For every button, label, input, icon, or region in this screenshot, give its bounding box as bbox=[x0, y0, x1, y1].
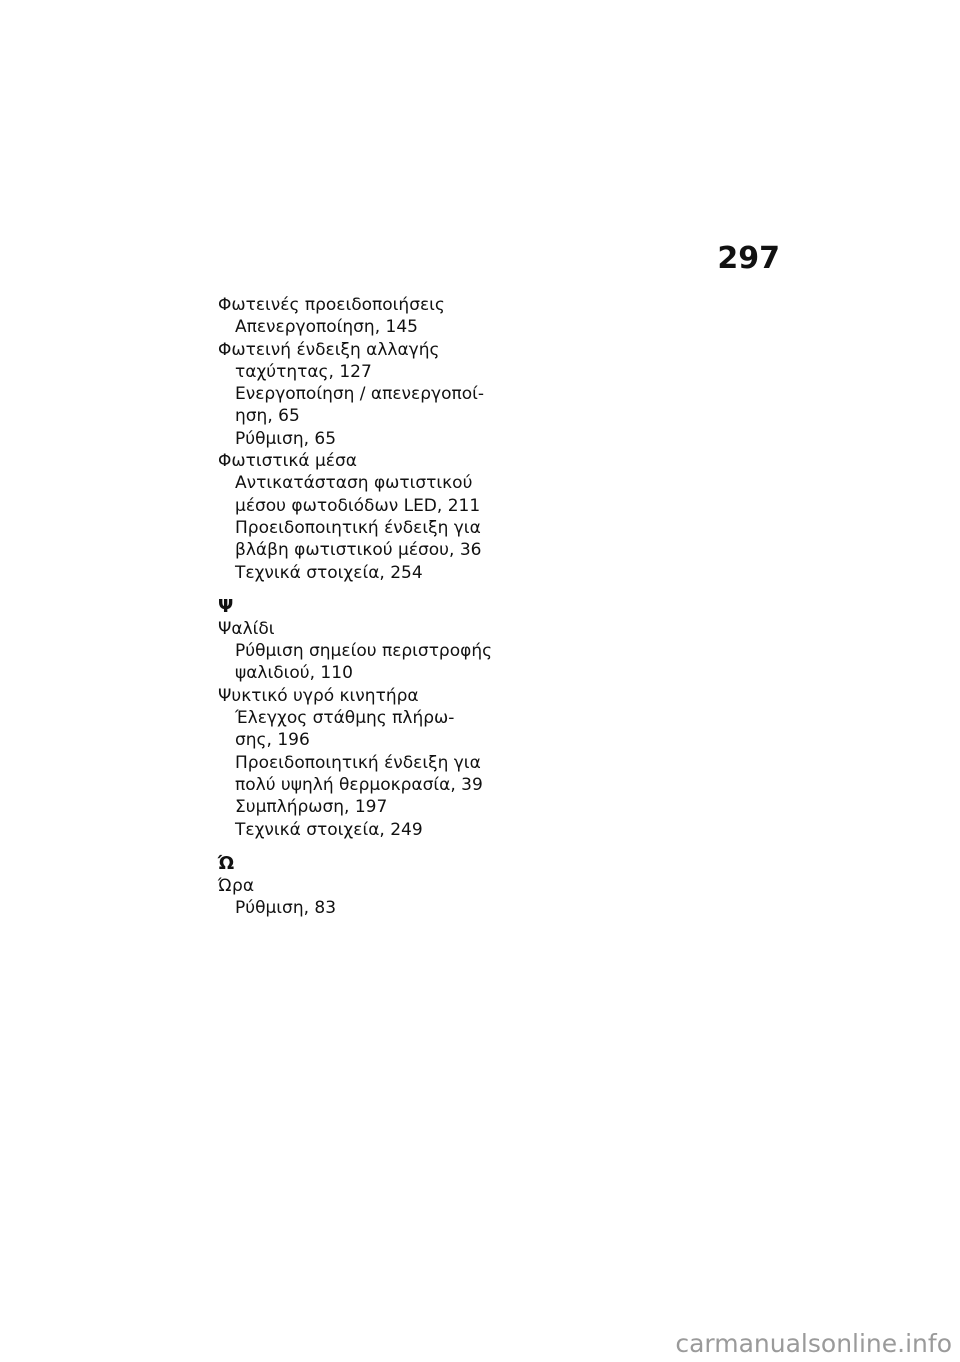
index-subentry: μέσου φωτοδιόδων LED, 211 bbox=[235, 495, 481, 516]
index-entry bbox=[218, 450, 518, 584]
index-subentry: Ρύθμιση σημείου περιστροφής bbox=[235, 641, 493, 662]
index-subentry: Τεχνικά στοιχεία, 249 bbox=[235, 819, 423, 840]
index-entry bbox=[218, 339, 518, 450]
index-term: Φωτιστικά μέσα bbox=[218, 451, 357, 472]
index-subentry: Προειδοποιητική ένδειξη για bbox=[235, 752, 481, 773]
index-term: Φωτεινή ένδειξη αλλαγής bbox=[218, 339, 440, 360]
page-number: 297 bbox=[717, 241, 780, 276]
index-entry bbox=[218, 294, 518, 339]
index-subentry: σης, 196 bbox=[235, 730, 310, 751]
index-subentry: Προειδοποιητική ένδειξη για bbox=[235, 517, 481, 538]
index-entry bbox=[218, 685, 518, 841]
index-entry bbox=[218, 618, 518, 685]
index-column bbox=[218, 294, 518, 919]
section-letter-omega: Ώ bbox=[218, 852, 235, 874]
section-letter-psi: Ψ bbox=[218, 595, 234, 617]
index-subentry: Συμπλήρωση, 197 bbox=[235, 797, 388, 818]
index-term: Ψυκτικό υγρό κινητήρα bbox=[218, 685, 419, 706]
index-subentry: Αντικατάσταση φωτιστικού bbox=[235, 473, 473, 494]
watermark: carmanualsonline.info bbox=[675, 1329, 952, 1358]
index-subentry: Απενεργοποίηση, 145 bbox=[235, 317, 418, 338]
index-term: Φωτεινές προειδοποιήσεις bbox=[218, 295, 445, 315]
index-subentry: Έλεγχος στάθμης πλήρω- bbox=[235, 708, 455, 729]
index-subentry: Τεχνικά στοιχεία, 254 bbox=[235, 562, 423, 583]
index-term: Ψαλίδι bbox=[218, 618, 275, 639]
index-subentry: Ενεργοποίηση / απενεργοποί- bbox=[235, 384, 485, 405]
index-entry bbox=[218, 875, 518, 920]
index-subentry: Ρύθμιση, 83 bbox=[235, 898, 337, 919]
index-subentry: ψαλιδιού, 110 bbox=[235, 663, 353, 684]
index-subentry: πολύ υψηλή θερμοκρασία, 39 bbox=[235, 774, 483, 795]
index-subentry: βλάβη φωτιστικού μέσου, 36 bbox=[235, 540, 482, 561]
index-term-continuation: ταχύτητας, 127 bbox=[235, 361, 372, 382]
index-term: Ώρα bbox=[218, 875, 255, 896]
index-subentry: ηση, 65 bbox=[235, 406, 300, 427]
index-subentry: Ρύθμιση, 65 bbox=[235, 428, 337, 449]
